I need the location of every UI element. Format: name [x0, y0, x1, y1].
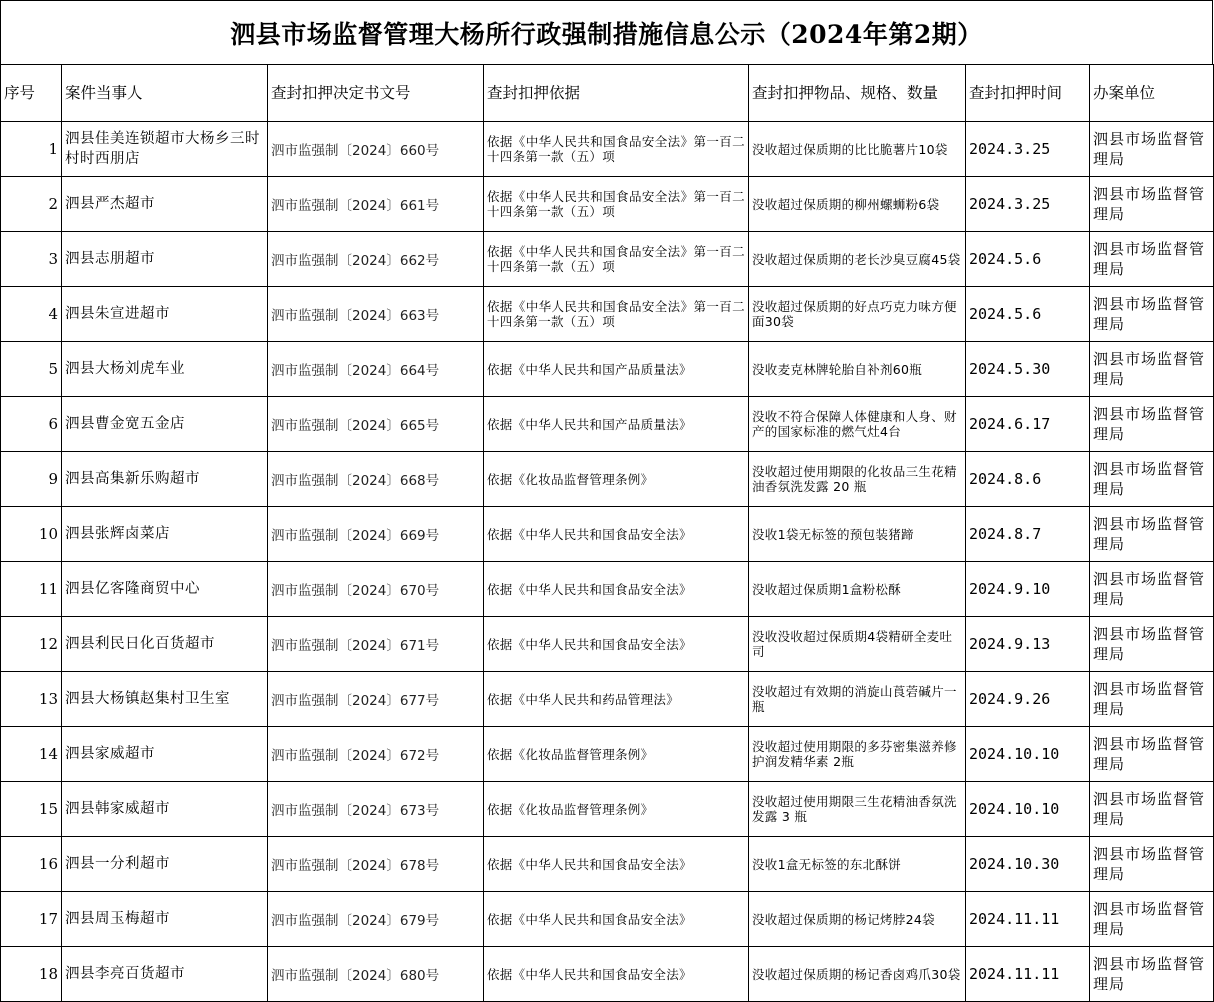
date-cell: 2024.11.11: [966, 947, 1090, 1002]
row-number: 5: [1, 342, 62, 397]
items-cell: [749, 782, 966, 837]
basis-cell-text: 依据《中华人民共和国食品安全法》: [487, 636, 692, 652]
party-cell: 泗县张辉卤菜店: [62, 507, 268, 562]
basis-cell-text: 依据《中华人民共和国食品安全法》: [487, 526, 692, 542]
unit-cell: 泗县市场监督管理局: [1090, 232, 1214, 287]
doc-number-cell: 泗市监强制〔2024〕664号: [268, 342, 484, 397]
basis-cell-text: 依据《中华人民共和国食品安全法》第一百二十四条第一款（五）项: [487, 189, 745, 219]
row-number: 2: [1, 177, 62, 232]
row-number: 13: [1, 672, 62, 727]
items-cell-text: 没收1盒无标签的东北酥饼: [752, 856, 902, 872]
date-cell: 2024.9.13: [966, 617, 1090, 672]
basis-cell-text: 依据《中华人民共和国食品安全法》: [487, 856, 692, 872]
unit-cell: 泗县市场监督管理局: [1090, 672, 1214, 727]
date-cell: 2024.5.6: [966, 287, 1090, 342]
basis-cell-text: 依据《化妆品监督管理条例》: [487, 801, 654, 817]
basis-cell-text: 依据《中华人民共和国食品安全法》: [487, 581, 692, 597]
unit-cell: 泗县市场监督管理局: [1090, 782, 1214, 837]
basis-cell: [484, 892, 749, 947]
items-cell-text: 没收超过保质期的比比脆薯片10袋: [752, 141, 948, 157]
header-items: 查封扣押物品、规格、数量: [749, 65, 966, 122]
date-cell: 2024.10.30: [966, 837, 1090, 892]
table-row: [1, 837, 1214, 892]
basis-cell-text: 依据《中华人民共和国食品安全法》第一百二十四条第一款（五）项: [487, 244, 745, 274]
table-row: [1, 617, 1214, 672]
items-cell: [749, 617, 966, 672]
doc-number-cell: 泗市监强制〔2024〕671号: [268, 617, 484, 672]
items-cell: [749, 122, 966, 177]
unit-cell: 泗县市场监督管理局: [1090, 947, 1214, 1002]
items-cell: [749, 177, 966, 232]
items-cell-text: 没收超过使用期限的化妆品三生花精油香氛洗发露 20 瓶: [752, 464, 957, 494]
party-cell: 泗县利民日化百货超市: [62, 617, 268, 672]
basis-cell: [484, 672, 749, 727]
items-cell: [749, 892, 966, 947]
header-doc-number: 查封扣押决定书文号: [268, 65, 484, 122]
party-cell: 泗县大杨刘虎车业: [62, 342, 268, 397]
basis-cell-text: 依据《中华人民共和国食品安全法》第一百二十四条第一款（五）项: [487, 134, 745, 164]
unit-cell: 泗县市场监督管理局: [1090, 122, 1214, 177]
table-row: [1, 287, 1214, 342]
doc-number-cell: 泗市监强制〔2024〕662号: [268, 232, 484, 287]
basis-cell: [484, 782, 749, 837]
basis-cell: [484, 232, 749, 287]
date-cell: 2024.8.7: [966, 507, 1090, 562]
row-number: 10: [1, 507, 62, 562]
date-cell: 2024.5.6: [966, 232, 1090, 287]
basis-cell: [484, 287, 749, 342]
items-cell: [749, 947, 966, 1002]
header-unit: 办案单位: [1090, 65, 1214, 122]
party-cell: 泗县曹金宽五金店: [62, 397, 268, 452]
items-cell-text: 没收超过保质期的老长沙臭豆腐45袋: [752, 251, 961, 267]
items-cell-text: 没收超过保质期1盒粉松酥: [752, 581, 902, 597]
items-cell-text: 没收超过保质期的杨记烤脖24袋: [752, 911, 935, 927]
table-row: [1, 562, 1214, 617]
items-cell: [749, 232, 966, 287]
items-cell-text: 没收没收超过保质期4袋精研全麦吐司: [752, 629, 953, 659]
party-cell: 泗县一分利超市: [62, 837, 268, 892]
basis-cell: [484, 177, 749, 232]
items-cell-text: 没收超过使用期限三生花精油香氛洗发露 3 瓶: [752, 794, 957, 824]
date-cell: 2024.5.30: [966, 342, 1090, 397]
table-row: [1, 452, 1214, 507]
table-row: [1, 782, 1214, 837]
basis-cell-text: 依据《中华人民共和国食品安全法》: [487, 911, 692, 927]
basis-cell-text: 依据《中华人民共和国产品质量法》: [487, 416, 692, 432]
basis-cell: [484, 617, 749, 672]
party-cell: 泗县周玉梅超市: [62, 892, 268, 947]
table-row: [1, 947, 1214, 1002]
unit-cell: 泗县市场监督管理局: [1090, 617, 1214, 672]
row-number: 18: [1, 947, 62, 1002]
table-row: [1, 122, 1214, 177]
party-cell: 泗县大杨镇赵集村卫生室: [62, 672, 268, 727]
doc-number-cell: 泗市监强制〔2024〕661号: [268, 177, 484, 232]
page-title: 泗县市场监督管理大杨所行政强制措施信息公示（2024年第2期）: [0, 0, 1213, 64]
table-row: [1, 507, 1214, 562]
party-cell: 泗县家威超市: [62, 727, 268, 782]
party-cell: 泗县朱宣进超市: [62, 287, 268, 342]
basis-cell: [484, 452, 749, 507]
items-cell: [749, 452, 966, 507]
basis-cell: [484, 507, 749, 562]
basis-cell-text: 依据《中华人民共和药品管理法》: [487, 691, 680, 707]
unit-cell: 泗县市场监督管理局: [1090, 837, 1214, 892]
date-cell: 2024.3.25: [966, 122, 1090, 177]
doc-number-cell: 泗市监强制〔2024〕669号: [268, 507, 484, 562]
items-cell: [749, 507, 966, 562]
table-row: [1, 397, 1214, 452]
items-cell-text: 没收超过保质期的柳州螺蛳粉6袋: [752, 196, 940, 212]
date-cell: 2024.6.17: [966, 397, 1090, 452]
basis-cell-text: 依据《中华人民共和国食品安全法》第一百二十四条第一款（五）项: [487, 299, 745, 329]
row-number: 15: [1, 782, 62, 837]
doc-number-cell: 泗市监强制〔2024〕672号: [268, 727, 484, 782]
row-number: 16: [1, 837, 62, 892]
doc-number-cell: 泗市监强制〔2024〕677号: [268, 672, 484, 727]
items-cell: [749, 342, 966, 397]
unit-cell: 泗县市场监督管理局: [1090, 507, 1214, 562]
header-no: 序号: [1, 65, 62, 122]
items-cell-text: 没收不符合保障人体健康和人身、财产的国家标准的燃气灶4台: [752, 409, 957, 439]
items-cell-text: 没收超过保质期的好点巧克力味方便面30袋: [752, 299, 957, 329]
table-body: [1, 122, 1214, 1002]
table-row: [1, 892, 1214, 947]
party-cell: 泗县高集新乐购超市: [62, 452, 268, 507]
party-cell: 泗县韩家威超市: [62, 782, 268, 837]
unit-cell: 泗县市场监督管理局: [1090, 397, 1214, 452]
unit-cell: 泗县市场监督管理局: [1090, 177, 1214, 232]
unit-cell: 泗县市场监督管理局: [1090, 892, 1214, 947]
party-cell: 泗县亿客隆商贸中心: [62, 562, 268, 617]
basis-cell: [484, 397, 749, 452]
basis-cell: [484, 122, 749, 177]
date-cell: 2024.8.6: [966, 452, 1090, 507]
unit-cell: 泗县市场监督管理局: [1090, 287, 1214, 342]
doc-number-cell: 泗市监强制〔2024〕660号: [268, 122, 484, 177]
doc-number-cell: 泗市监强制〔2024〕670号: [268, 562, 484, 617]
items-cell-text: 没收麦克林牌轮胎自补剂60瓶: [752, 361, 923, 377]
header-row: [1, 65, 1214, 122]
enforcement-table: [0, 64, 1214, 1002]
date-cell: 2024.10.10: [966, 727, 1090, 782]
row-number: 9: [1, 452, 62, 507]
header-date: 查封扣押时间: [966, 65, 1090, 122]
basis-cell: [484, 947, 749, 1002]
party-cell: 泗县佳美连锁超市大杨乡三时村时西朋店: [62, 122, 268, 177]
items-cell-text: 没收超过有效期的消旋山莨菪碱片一瓶: [752, 684, 957, 714]
date-cell: 2024.10.10: [966, 782, 1090, 837]
date-cell: 2024.11.11: [966, 892, 1090, 947]
row-number: 4: [1, 287, 62, 342]
row-number: 12: [1, 617, 62, 672]
row-number: 11: [1, 562, 62, 617]
doc-number-cell: 泗市监强制〔2024〕679号: [268, 892, 484, 947]
items-cell: [749, 837, 966, 892]
row-number: 14: [1, 727, 62, 782]
items-cell: [749, 287, 966, 342]
basis-cell-text: 依据《中华人民共和国食品安全法》: [487, 966, 692, 982]
doc-number-cell: 泗市监强制〔2024〕673号: [268, 782, 484, 837]
doc-number-cell: 泗市监强制〔2024〕680号: [268, 947, 484, 1002]
doc-number-cell: 泗市监强制〔2024〕665号: [268, 397, 484, 452]
basis-cell: [484, 727, 749, 782]
basis-cell: [484, 562, 749, 617]
table-row: [1, 727, 1214, 782]
date-cell: 2024.3.25: [966, 177, 1090, 232]
party-cell: 泗县志朋超市: [62, 232, 268, 287]
header-basis: 查封扣押依据: [484, 65, 749, 122]
items-cell: [749, 397, 966, 452]
table-row: [1, 232, 1214, 287]
basis-cell: [484, 837, 749, 892]
basis-cell-text: 依据《中华人民共和国产品质量法》: [487, 361, 692, 377]
table-row: [1, 342, 1214, 397]
items-cell: [749, 672, 966, 727]
items-cell-text: 没收超过保质期的杨记香卤鸡爪30袋: [752, 966, 961, 982]
party-cell: 泗县李亮百货超市: [62, 947, 268, 1002]
party-cell: 泗县严杰超市: [62, 177, 268, 232]
basis-cell-text: 依据《化妆品监督管理条例》: [487, 746, 654, 762]
date-cell: 2024.9.10: [966, 562, 1090, 617]
row-number: 17: [1, 892, 62, 947]
unit-cell: 泗县市场监督管理局: [1090, 562, 1214, 617]
row-number: 1: [1, 122, 62, 177]
row-number: 6: [1, 397, 62, 452]
items-cell-text: 没收1袋无标签的预包装猪蹄: [752, 526, 914, 542]
table-row: [1, 672, 1214, 727]
basis-cell: [484, 342, 749, 397]
unit-cell: 泗县市场监督管理局: [1090, 727, 1214, 782]
basis-cell-text: 依据《化妆品监督管理条例》: [487, 471, 654, 487]
doc-number-cell: 泗市监强制〔2024〕678号: [268, 837, 484, 892]
unit-cell: 泗县市场监督管理局: [1090, 452, 1214, 507]
table-row: [1, 177, 1214, 232]
items-cell-text: 没收超过使用期限的多芬密集滋养修护润发精华素 2瓶: [752, 739, 957, 769]
row-number: 3: [1, 232, 62, 287]
unit-cell: 泗县市场监督管理局: [1090, 342, 1214, 397]
items-cell: [749, 562, 966, 617]
date-cell: 2024.9.26: [966, 672, 1090, 727]
items-cell: [749, 727, 966, 782]
doc-number-cell: 泗市监强制〔2024〕668号: [268, 452, 484, 507]
header-party: 案件当事人: [62, 65, 268, 122]
doc-number-cell: 泗市监强制〔2024〕663号: [268, 287, 484, 342]
